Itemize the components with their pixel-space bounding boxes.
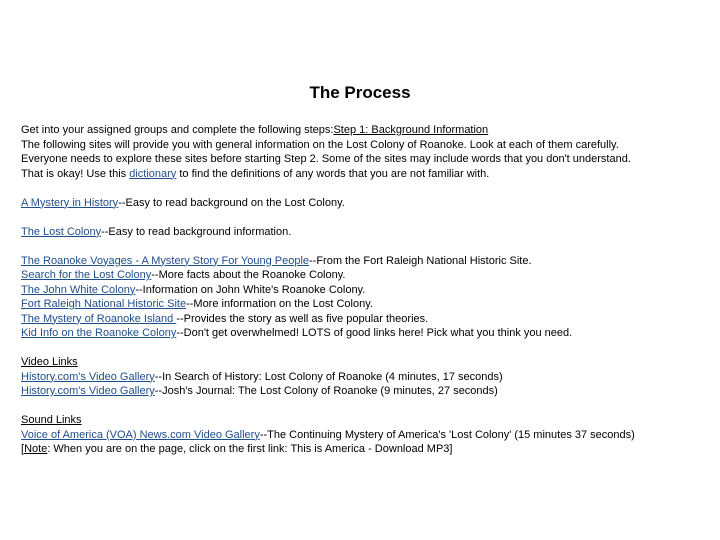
- link-row: [21, 254, 711, 269]
- intro-line-3: Everyone needs to explore these sites before starting Step 2. Some of the sites may include words that you don't understand.: [21, 153, 631, 165]
- mystery-roanoke-island-link[interactable]: The Mystery of Roanoke Island: [21, 312, 177, 325]
- intro-line-4-after: to find the definitions of any words that you are not familiar with.: [176, 167, 490, 180]
- link-row: [21, 196, 711, 211]
- kid-info-roanoke-link[interactable]: Kid Info on the Roanoke Colony: [21, 327, 177, 339]
- intro-line-4: [21, 167, 711, 182]
- link-desc: --From the Fort Raleigh National Historic Site.: [309, 254, 532, 267]
- note-open-bracket: [: [21, 443, 25, 455]
- intro-line-2: The following sites will provide you with general information on the Lost Colony of Roanoke. Look at each of them carefully.: [21, 138, 619, 151]
- intro-line-4-before: That is okay! Use this: [21, 167, 130, 180]
- dictionary-link[interactable]: dictionary: [129, 167, 177, 180]
- john-white-colony-link[interactable]: The John White Colony: [21, 283, 136, 296]
- sound-note: [21, 442, 711, 457]
- video-links-heading: Video Links: [21, 356, 78, 368]
- link-row: [21, 370, 711, 385]
- link-row: [21, 225, 711, 240]
- fort-raleigh-link[interactable]: Fort Raleigh National Historic Site: [21, 298, 187, 310]
- voa-video-gallery-link[interactable]: Voice of America (VOA) News.com Video Gallery: [21, 428, 260, 441]
- process-content: [21, 123, 711, 457]
- step-1-heading: Step 1: Background Information: [333, 124, 489, 136]
- link-desc: --More facts about the Roanoke Colony.: [151, 269, 346, 281]
- intro-lead: Get into your assigned groups and complete the following steps:: [21, 124, 334, 136]
- link-desc: --In Search of History: Lost Colony of Roanoke (4 minutes, 17 seconds): [154, 370, 503, 383]
- link-row: [21, 384, 711, 399]
- link-desc: --The Continuing Mystery of America's 'Lost Colony' (15 minutes 37 seconds): [259, 428, 635, 441]
- roanoke-voyages-link[interactable]: The Roanoke Voyages - A Mystery Story For Young People: [21, 254, 310, 267]
- link-row: [21, 428, 711, 443]
- history-video-gallery-link-2[interactable]: History.com's Video Gallery: [21, 385, 155, 397]
- link-desc: --Don't get overwhelmed! LOTS of good links here! Pick what you think you need.: [176, 327, 573, 339]
- page-title: The Process: [309, 83, 411, 102]
- intro-line-1: [21, 123, 711, 138]
- history-video-gallery-link-1[interactable]: History.com's Video Gallery: [21, 370, 155, 383]
- link-desc: --Information on John White's Roanoke Colony.: [135, 283, 366, 296]
- search-lost-colony-link[interactable]: Search for the Lost Colony: [21, 269, 152, 281]
- link-row: [21, 312, 711, 327]
- link-desc: --More information on the Lost Colony.: [186, 298, 373, 310]
- link-row: [21, 297, 711, 312]
- note-label: Note: [24, 443, 48, 455]
- link-desc: --Josh's Journal: The Lost Colony of Roanoke (9 minutes, 27 seconds): [154, 385, 498, 397]
- mystery-in-history-link[interactable]: A Mystery in History: [21, 196, 119, 209]
- note-text: : When you are on the page, click on the first link: This is America - Download MP3]: [47, 443, 453, 455]
- link-row: [21, 268, 711, 283]
- link-desc: --Easy to read background information.: [101, 225, 292, 238]
- sound-links-heading: Sound Links: [21, 414, 82, 426]
- link-desc: --Easy to read background on the Lost Colony.: [118, 196, 345, 209]
- link-row: [21, 326, 711, 341]
- link-row: [21, 283, 711, 298]
- lost-colony-link[interactable]: The Lost Colony: [21, 225, 102, 238]
- link-desc: --Provides the story as well as five popular theories.: [176, 312, 429, 325]
